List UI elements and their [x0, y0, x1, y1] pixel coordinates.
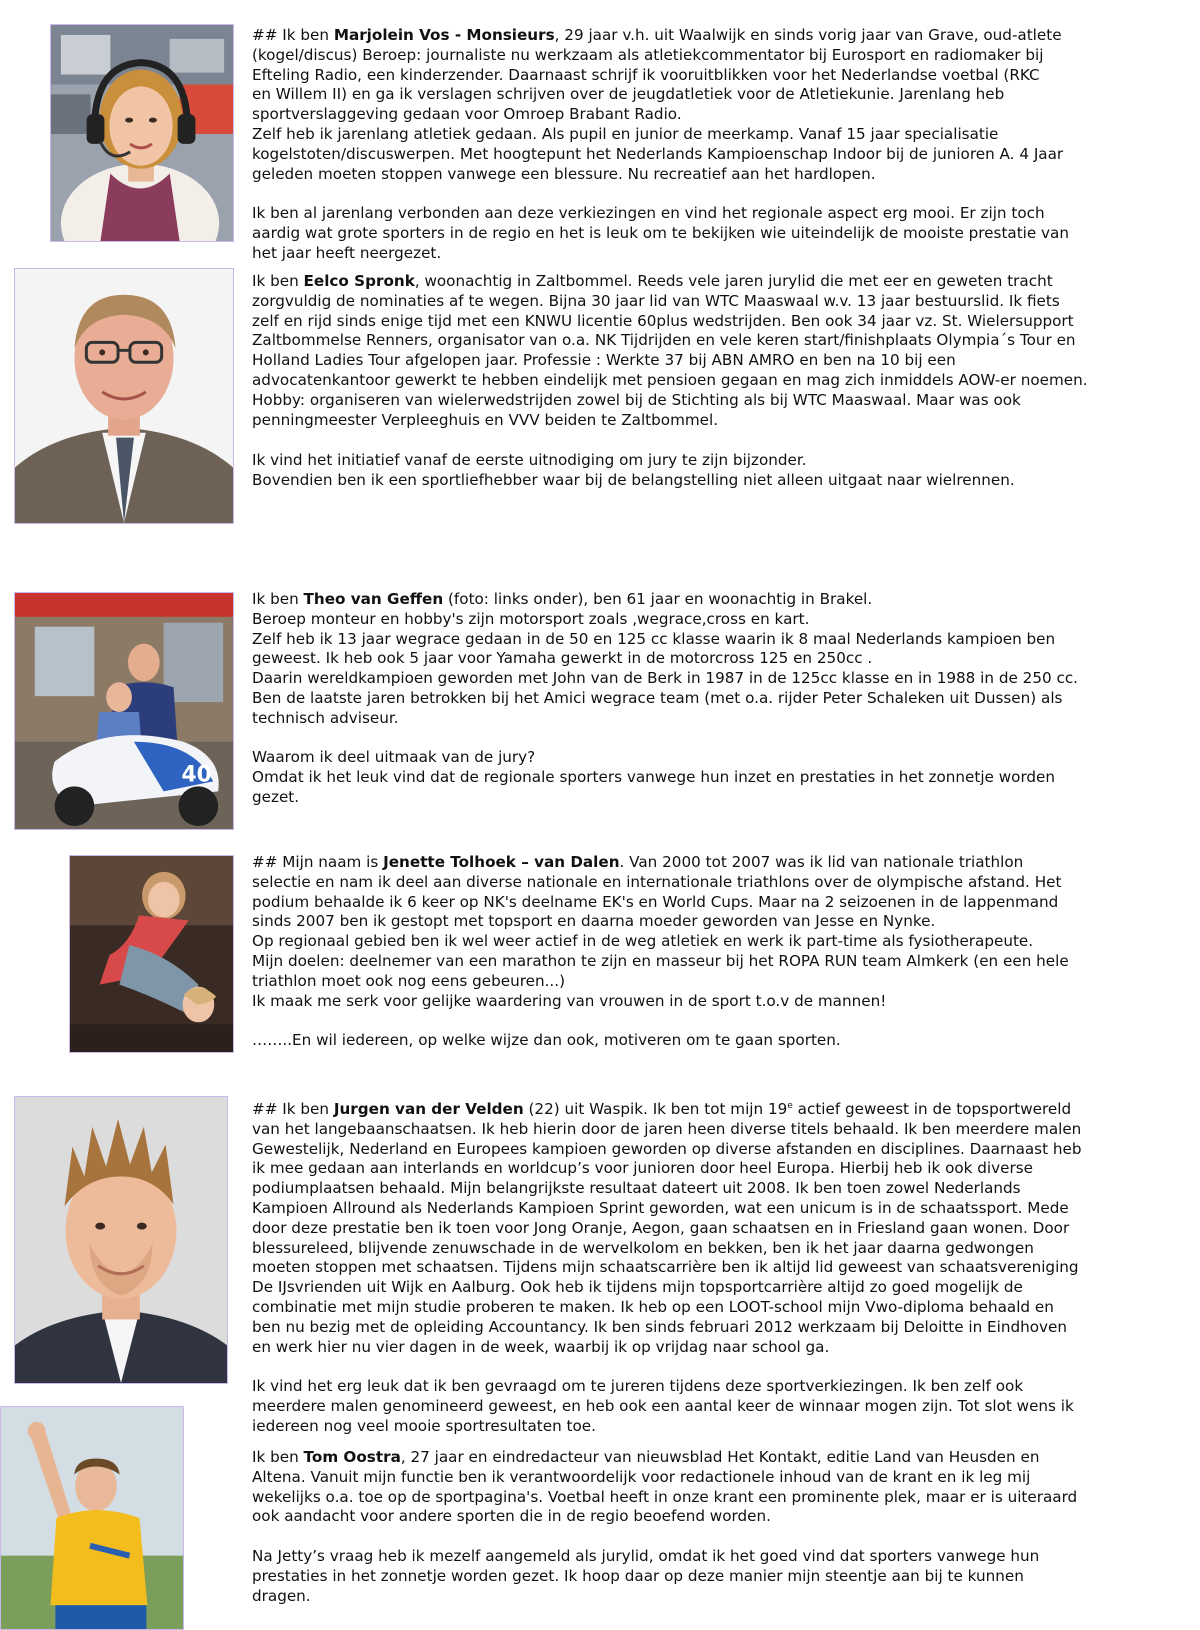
bio-text: . Van 2000 tot 2007 was ik lid van nationale triathlon selectie en nam ik deel aan diverse nationale en internationale triathlons over de olympische afstand. Het podium behaalde ik 6 keer op NK's deelname EK's en World Cups. Maar na 2 seizoenen in de lappenmand sinds 2007 ben ik gestopt met topsport en daarna moeder geworden van Jesse en Nynke. Op regionaal gebied ben ik wel weer actief in de weg atletiek en werk ik part-time als fysiotherapeute. Mijn doelen: deelnemer van een marathon te zijn en masseur bij het ROPA RUN team Almkerk (en een hele triathlon moet ook nog eens gebeuren...) Ik maak me serk voor gelijke waardering van vrouwen in de sport t.o.v de mannen!	[252, 853, 1069, 1010]
photo-eelco-spronk	[14, 268, 234, 524]
person-name: Theo van Geffen	[303, 590, 444, 608]
photo-jenette-tolhoek	[69, 855, 234, 1053]
bio-paragraph	[252, 1100, 1172, 1357]
photo-jurgen-van-der-velden	[14, 1096, 228, 1384]
portrait-young-man-spiky-hair-icon	[15, 1097, 227, 1383]
person-name: Jurgen van der Velden	[333, 1100, 524, 1118]
bio-paragraph: Waarom ik deel uitmaak van de jury? Omdat ik het leuk vind dat de regionale sporters vanwege hun inzet en prestaties in het zonnetje worden gezet.	[252, 748, 1056, 806]
bio-text: (foto: links onder), ben 61 jaar en woonachtig in Brakel. Beroep monteur en hobby's zijn motorsport zoals ,wegrace,cross en kart. Zelf heb ik 13 jaar wegrace gedaan in de 50 en 125 cc klasse waarin ik 8 maal Nederlands kampioen ben geweest. Ik heb ook 5 jaar voor Yamaha gewerkt in de motorcross 125 en 250cc . Daarin wereldkampioen geworden met John van de Berk in 1987 in de 125cc klasse en in 1988 in de 250 cc. Ben de laatste jaren betrokken bij het Amici wegrace team (met o.a. rijder Peter Schaleken uit Dussen) als technisch adviseur.	[252, 590, 1079, 727]
footballer-waving-icon	[1, 1407, 183, 1629]
person-name: Eelco Spronk	[303, 272, 415, 290]
bio-paragraph: ……..En wil iedereen, op welke wijze dan ook, motiveren om te gaan sporten.	[252, 1031, 841, 1050]
mother-children-playing-icon	[70, 856, 233, 1052]
photo-marjolein-vos	[50, 24, 234, 242]
bio-prefix: Ik ben	[252, 272, 304, 290]
bio-paragraph	[252, 26, 1172, 184]
bio-text: actief geweest in de topsportwereld van het langebaanschaatsen. Ik heb hierin door de jaren heen diverse titels behaald. Ik ben meerdere malen Gewestelijk, Nederland en Europees kampioen geworden op diverse afstanden en disciplines. Daarnaast heb ik mee gedaan aan interlands en worldcup’s voor junioren door heel Europa. Hierbij heb ik ook diverse podiumplaatsen behaald. Mijn belangrijkste resultaat dateert uit 2008. Ik ben toen zowel Nederlands Kampioen Allround als Nederlands Kampioen Sprint geworden, wat een unicum is in de schaatssport. Mede door deze prestatie ben ik toen voor Jong Oranje, Aegon, gaan schaatsen en in Friesland gaan wonen. Door blessureleed, blijvende zenuwschade in de wervelkolom en bekken, ben ik het jaar daarna gedwongen moeten stoppen met schaatsen. Tijdens mijn schaatscarrière ben ik altijd lid geweest van schaatsvereniging De IJsvrienden uit Wijk en Aalburg. Ook heb ik tijdens mijn topsportcarrière altijd zo goed mogelijk de combinatie met mijn studie proberen te maken. Ik heb op een LOOT-school mijn Vwo-diploma behaald en ben nu bezig met de opleiding Accountancy. Ik ben sinds februari 2012 werkzaam bij Deloitte in Eindhoven en werk hier nu vier dagen in de week, waarbij ik op vrijdag naar school ga.	[252, 1100, 1082, 1356]
bio-paragraph	[252, 853, 1172, 1011]
bio-prefix: ## Ik ben	[252, 26, 334, 44]
bio-text: , woonachtig in Zaltbommel. Reeds vele jaren jurylid die met eer en geweten tracht zorgvuldig de nominaties af te wegen. Bijna 30 jaar lid van WTC Maaswaal w.v. 13 jaar bestuurslid. Ik fiets zelf en rijd sinds enige tijd met een KNWU licentie 60plus wedstrijden. Ben ook 34 jaar vz. St. Wielersupport Zaltbommelse Renners, organisator van o.a. NK Tijdrijden en vele keren start/finishplaats Olympia´s Tour en Holland Ladies Tour afgelopen jaar. Professie : Werkte 37 bij ABN AMRO en ben na 10 bij een advocatenkantoor gewerkt te hebben eindelijk met pensioen gegaan en mag zich inmiddels AOW-er noemen. Hobby: organiseren van wielerwedstrijden zowel bij de Stichting als bij WTC Maaswaal. Maar was ook penningmeester Verpleeghuis en VVV beiden te Zaltbommel.	[252, 272, 1088, 429]
bio-paragraph	[252, 1448, 1172, 1527]
bio-prefix: ## Mijn naam is	[252, 853, 384, 871]
bio-prefix: ## Ik ben	[252, 1100, 334, 1118]
bio-tom-oostra	[252, 1448, 1172, 1606]
bio-text: (22) uit Waspik. Ik ben tot mijn 19	[523, 1100, 788, 1118]
bio-theo-van-geffen	[252, 590, 1172, 808]
ordinal-suffix: e	[787, 1100, 793, 1111]
motorcycle-man-child-icon	[15, 593, 233, 829]
bio-paragraph: Ik ben al jarenlang verbonden aan deze verkiezingen en vind het regionale aspect erg mooi. Er zijn toch aardig wat grote sporters in de regio en het is leuk om te bekijken wie uiteindelijk de mooiste prestatie van het jaar heeft neergezet.	[252, 204, 1069, 262]
bio-paragraph	[252, 272, 1172, 430]
person-name: Marjolein Vos - Monsieurs	[333, 26, 555, 44]
bio-paragraph: Na Jetty’s vraag heb ik mezelf aangemeld als jurylid, omdat ik het goed vind dat sporters vanwege hun prestaties in het zonnetje worden gezet. Ik hoop daar op deze manier mijn steentje aan bij te kunnen dragen.	[252, 1546, 1040, 1605]
bio-paragraph: Ik vind het initiatief vanaf de eerste uitnodiging om jury te zijn bijzonder. Bovendien ben ik een sportliefhebber waar bij de belangstelling niet alleen uitgaat naar wielrennen.	[252, 451, 1015, 490]
portrait-woman-headset-icon	[51, 25, 233, 241]
bio-jurgen-van-der-velden	[252, 1100, 1172, 1437]
bio-marjolein-vos	[252, 26, 1172, 264]
bio-prefix: Ik ben	[252, 590, 304, 608]
person-name: Tom Oostra	[303, 1448, 401, 1466]
svg-text:40: 40	[181, 762, 212, 788]
bio-eelco-spronk	[252, 272, 1172, 491]
bio-jenette-tolhoek	[252, 853, 1172, 1051]
bio-prefix: Ik ben	[252, 1448, 304, 1466]
photo-tom-oostra	[0, 1406, 184, 1630]
bio-text: , 29 jaar v.h. uit Waalwijk en sinds vorig jaar van Grave, oud-atlete (kogel/discus) Beroep: journaliste nu werkzaam als atletiekcommentator bij Eurosport en radiomaker bij Efteling Radio, een kinderzender. Daarnaast schrijf ik vooruitblikken voor het Nederlandse voetbal (RKC en Willem II) en ga ik verslagen schrijven over de jeugdatletiek voor de Atletiekunie. Jarenlang heb sportverslaggeving gedaan voor Omroep Brabant Radio. Zelf heb ik jarenlang atletiek gedaan. Als pupil en junior de meerkamp. Vanaf 15 jaar specialisatie kogelstoten/discuswerpen. Met hoogtepunt het Nederlands Kampioenschap Indoor bij de junioren A. 4 Jaar geleden moeten stoppen vanwege een blessure. Nu recreatief aan het hardlopen.	[252, 26, 1064, 183]
bio-paragraph: Ik vind het erg leuk dat ik ben gevraagd om te jureren tijdens deze sportverkiezingen. Ik ben zelf ook meerdere malen genomineerd geweest, en heb ook een aantal keer de winnaar mogen zijn. Tot slot wens ik iedereen nog veel mooie sportresultaten toe.	[252, 1377, 1074, 1435]
portrait-man-glasses-suit-icon	[15, 269, 233, 523]
photo-theo-van-geffen	[14, 592, 234, 830]
person-name: Jenette Tolhoek – van Dalen	[383, 853, 620, 871]
bio-text: , 27 jaar en eindredacteur van nieuwsblad Het Kontakt, editie Land van Heusden en Altena. Vanuit mijn functie ben ik verantwoordelijk voor redactionele inhoud van de krant en ik leg mij wekelijks o.a. toe op de sportpagina's. Voetbal heeft in onze krant een prominente plek, maar er is uiteraard ook aandacht voor andere sporten die in de regio beoefend worden.	[252, 1448, 1078, 1526]
bio-paragraph	[252, 590, 1172, 729]
